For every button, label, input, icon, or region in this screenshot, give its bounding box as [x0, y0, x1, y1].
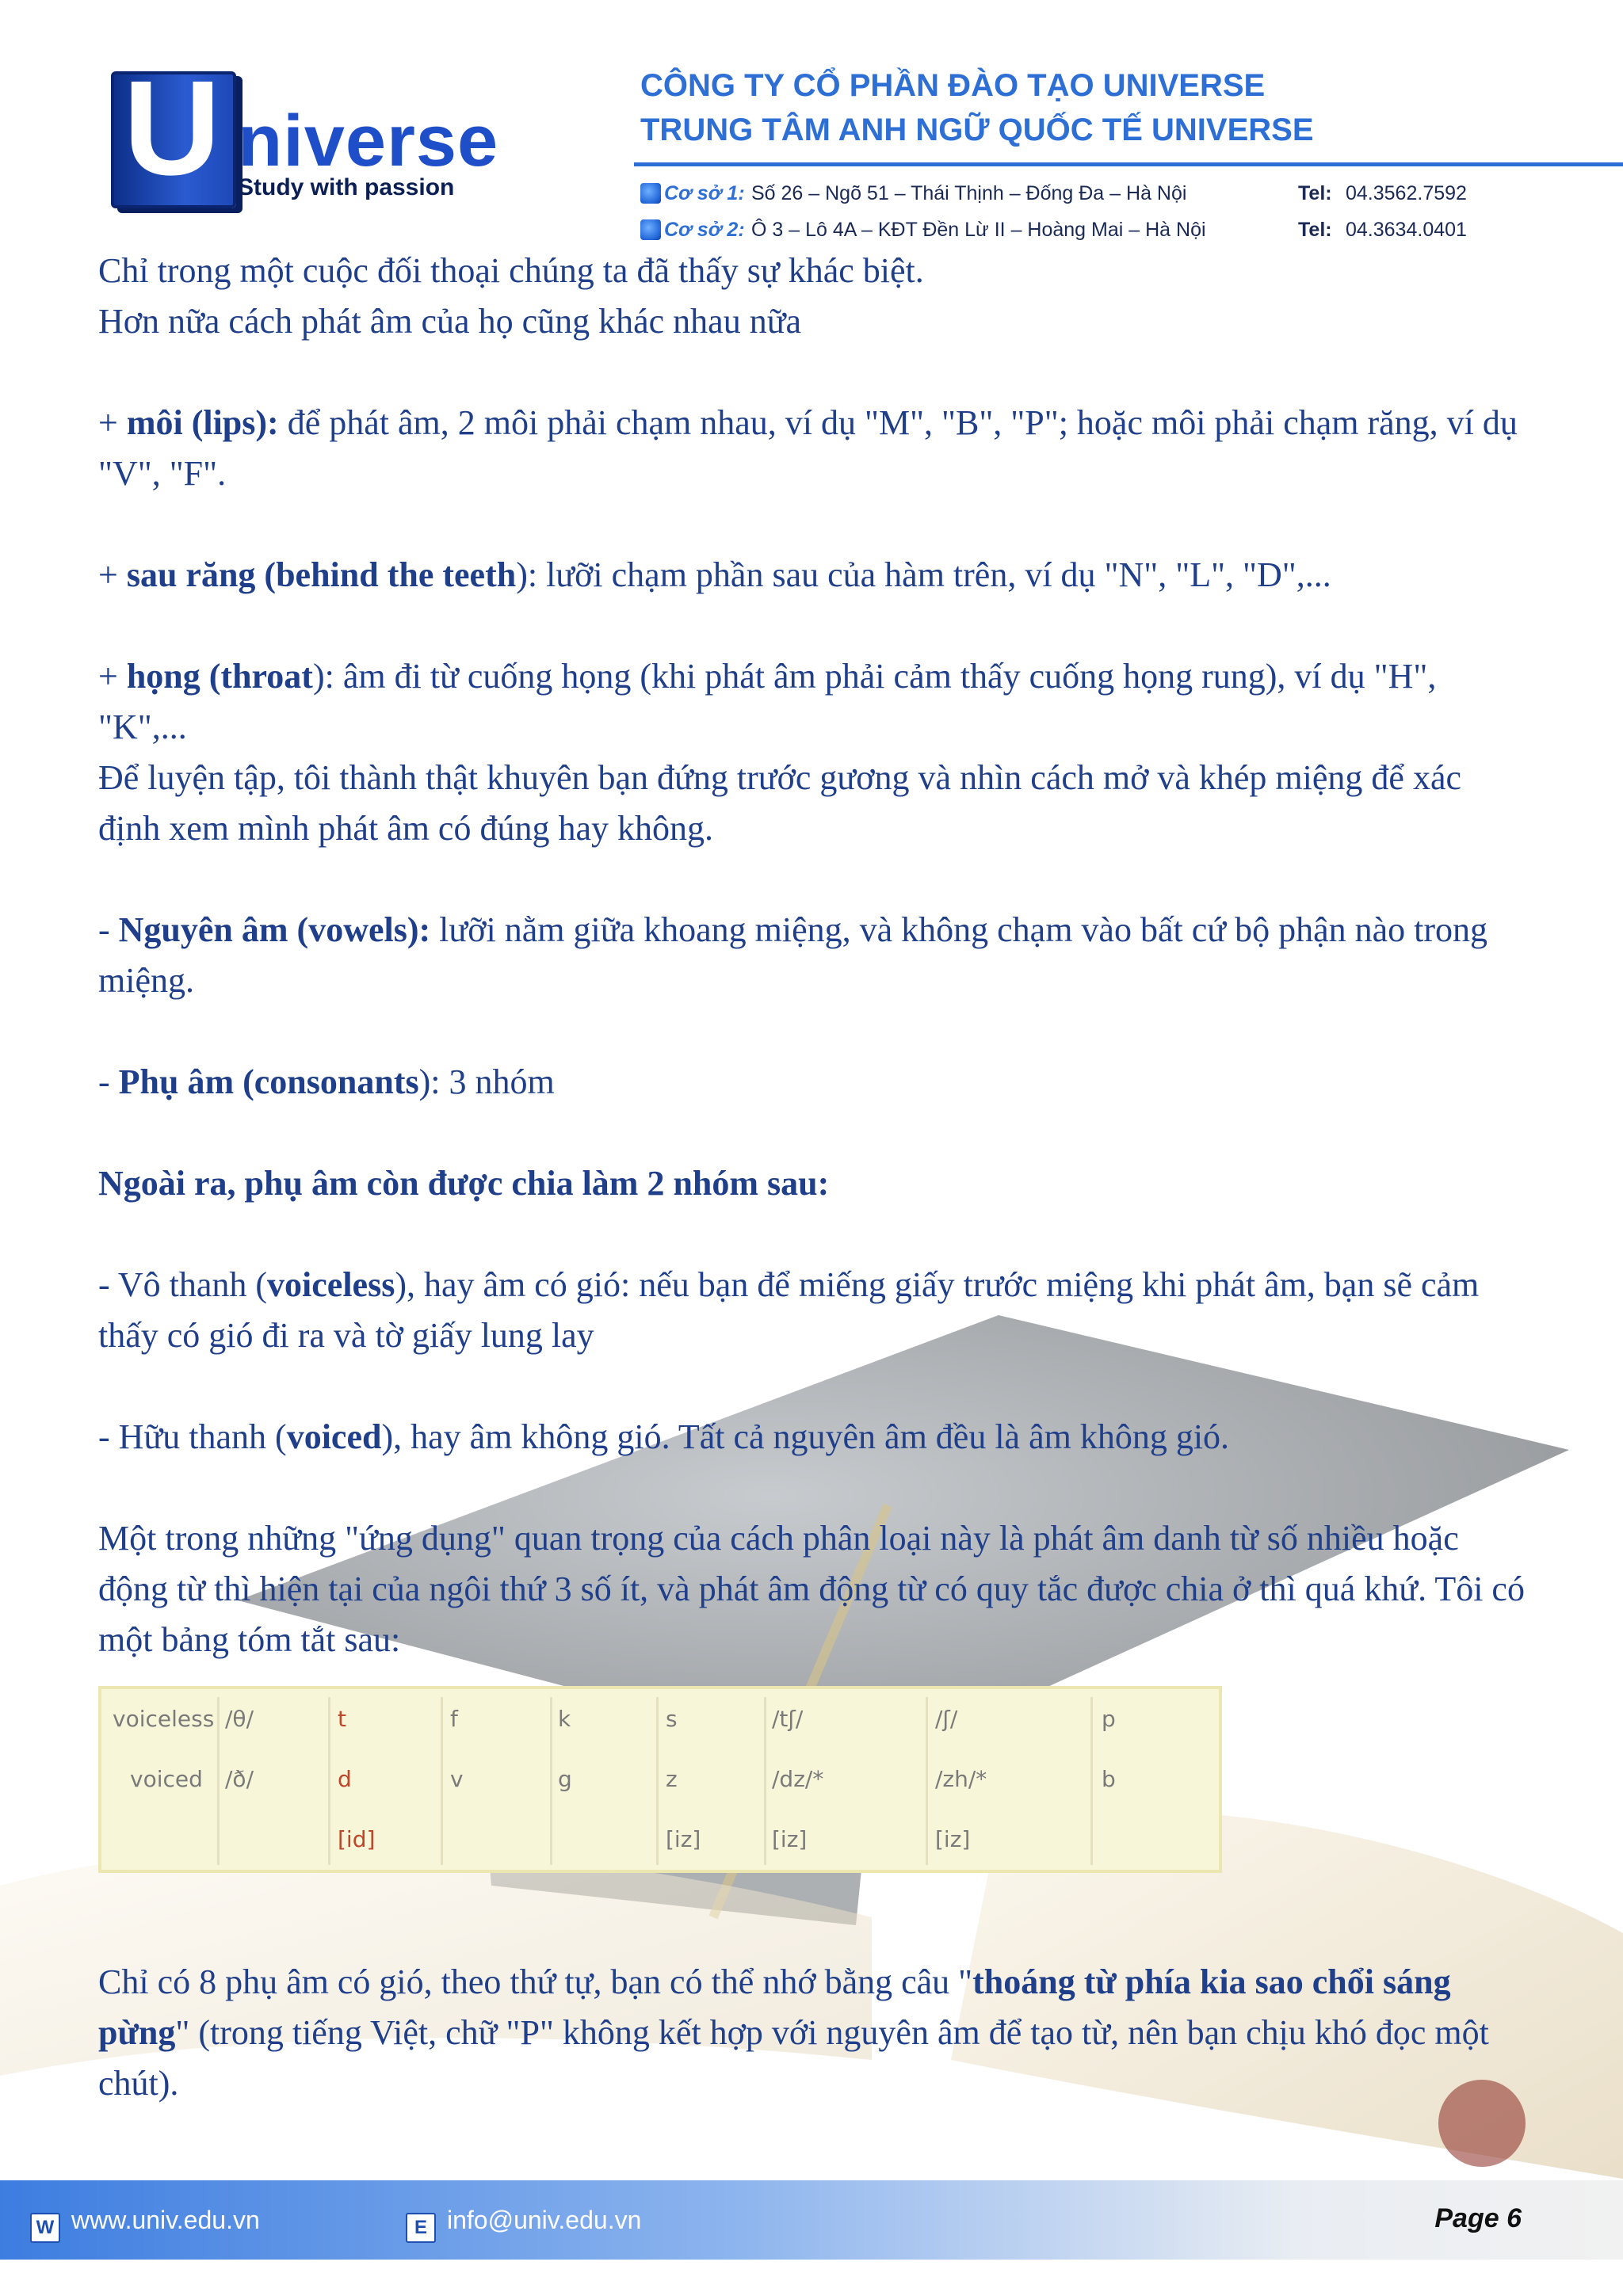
closing-prefix: Chỉ có 8 phụ âm có gió, theo thứ tự, bạn có thể nhớ bằng câu ": [98, 1962, 973, 2001]
footer-website[interactable]: [30, 2203, 260, 2237]
branch-label: Cơ sở 1:: [664, 182, 745, 204]
lips-paragraph: [98, 398, 1525, 499]
consonants-desc: ): 3 nhóm: [418, 1062, 555, 1101]
closing-paragraph: [98, 1957, 1525, 2109]
web-icon: W: [30, 2213, 60, 2243]
branch-tel-label: Tel:: [1298, 219, 1332, 241]
table-cell: g: [558, 1766, 572, 1792]
company-name: CÔNG TY CỔ PHẦN ĐÀO TẠO UNIVERSE: [640, 68, 1266, 103]
table-cell: s: [666, 1706, 678, 1732]
table-cell: f: [450, 1706, 458, 1732]
branch-tel-label: Tel:: [1298, 182, 1332, 204]
phoneme-table: [98, 1686, 1222, 1873]
branch-address: Số 26 – Ngõ 51 – Thái Thịnh – Đống Đa – Hà Nội: [751, 182, 1187, 204]
bullet-prefix: +: [98, 555, 127, 594]
groups-heading: [98, 1158, 1525, 1209]
table-column-divider: [217, 1697, 220, 1865]
table-cell: /zh/*: [935, 1766, 987, 1792]
universe-logo: [111, 53, 499, 206]
header-divider: [634, 162, 1623, 166]
voiceless-term: voiceless: [267, 1265, 395, 1304]
closing-block: [98, 1957, 1525, 2109]
table-cell: b: [1102, 1766, 1116, 1792]
consonants-paragraph: [98, 1057, 1525, 1108]
teeth-term: sau răng (behind the teeth: [126, 555, 517, 594]
table-cell: v: [450, 1766, 464, 1792]
lips-desc: để phát âm, 2 môi phải chạm nhau, ví dụ "M", "B", "P"; hoặc môi phải chạm răng, ví dụ "V", "F".: [98, 403, 1518, 493]
table-cell: /θ/: [225, 1706, 254, 1732]
mnemonic-phrase: thoáng từ phía kia sao chổi sáng pừng: [98, 1962, 1451, 2052]
vowels-paragraph: [98, 905, 1525, 1006]
throat-desc: ): âm đi từ cuống họng (khi phát âm phải cảm thấy cuống họng rung), ví dụ "H", "K",...: [98, 657, 1437, 746]
table-cell: z: [666, 1766, 678, 1792]
teeth-paragraph: [98, 550, 1525, 601]
intro-line-1: Chỉ trong một cuộc đối thoại chúng ta đã thấy sự khác biệt.: [98, 251, 924, 290]
table-cell: d: [338, 1766, 352, 1792]
lips-term: môi (lips):: [126, 403, 279, 442]
branch-tel: 04.3562.7592: [1346, 182, 1467, 204]
table-cell: [iz]: [935, 1826, 971, 1852]
table-column-divider: [926, 1697, 928, 1865]
table-cell: /dz/*: [772, 1766, 824, 1792]
branch-bullet-icon: [640, 183, 661, 204]
branch-2: [640, 214, 1467, 246]
table-cell: k: [558, 1706, 571, 1732]
table-cell: /ʃ/: [935, 1706, 958, 1732]
voiced-term: voiced: [286, 1417, 382, 1456]
vowels-term: Nguyên âm (vowels):: [118, 910, 431, 949]
table-column-divider: [1090, 1697, 1093, 1865]
voiceless-prefix: - Vô thanh (: [98, 1265, 268, 1304]
table-cell: [iz]: [666, 1826, 701, 1852]
table-column-divider: [656, 1697, 659, 1865]
table-column-divider: [550, 1697, 552, 1865]
teeth-desc: ): lưỡi chạm phần sau của hàm trên, ví dụ "N", "L", "D",...: [516, 555, 1331, 594]
footer-email[interactable]: [406, 2203, 641, 2237]
page-footer: [0, 2180, 1623, 2260]
practice-paragraph: Để luyện tập, tôi thành thật khuyên bạn đứng trước gương và nhìn cách mở và khép miệng để xác định xem mình phát âm có đúng hay không.: [98, 758, 1461, 848]
table-cell: /tʃ/: [772, 1706, 804, 1732]
table-column-divider: [441, 1697, 443, 1865]
table-cell: [iz]: [772, 1826, 808, 1852]
bullet-prefix: +: [98, 403, 127, 442]
table-cell: [id]: [338, 1826, 376, 1852]
mail-icon: E: [406, 2213, 436, 2243]
logo-letter: U: [123, 53, 221, 204]
throat-paragraph: [98, 651, 1525, 753]
consonants-term: Phụ âm (consonants: [118, 1062, 419, 1101]
closing-desc: " (trong tiếng Việt, chữ "P" không kết hợp với nguyên âm để tạo từ, nên bạn chịu khó đọc một chút).: [98, 2013, 1489, 2103]
vowels-desc: lưỡi nằm giữa khoang miệng, và không chạm vào bất cứ bộ phận nào trong miệng.: [98, 910, 1488, 1000]
voiceless-paragraph: [98, 1260, 1525, 1361]
throat-term: họng (throat: [126, 657, 313, 696]
voiceless-desc: ), hay âm có gió: nếu bạn để miếng giấy trước miệng khi phát âm, bạn sẽ cảm thấy có gió đi ra và tờ giấy lung lay: [98, 1265, 1480, 1355]
table-cell: t: [338, 1706, 346, 1732]
intro-line-2: Hơn nữa cách phát âm của họ cũng khác nhau nữa: [98, 302, 802, 341]
groups-heading-text: Ngoài ra, phụ âm còn được chia làm 2 nhóm sau:: [98, 1164, 830, 1203]
branch-label: Cơ sở 2:: [664, 219, 745, 241]
voiced-prefix: - Hữu thanh (: [98, 1417, 287, 1456]
document-body: [98, 246, 1525, 1665]
branch-1: [640, 177, 1467, 209]
table-cell: /ð/: [225, 1766, 254, 1792]
voiced-paragraph: [98, 1412, 1525, 1463]
email-link[interactable]: info@univ.edu.vn: [447, 2206, 642, 2234]
branch-address: Ô 3 – Lô 4A – KĐT Đền Lừ II – Hoàng Mai – Hà Nội: [751, 219, 1206, 241]
bullet-prefix: +: [98, 657, 127, 696]
voiced-desc: ), hay âm không gió. Tất cả nguyên âm đều là âm không gió.: [381, 1417, 1230, 1456]
branch-bullet-icon: [640, 219, 661, 240]
page-number: Page 6: [1434, 2203, 1522, 2233]
dash-prefix: -: [98, 1062, 119, 1101]
branch-tel: 04.3634.0401: [1346, 219, 1467, 241]
logo-wordmark: niverse: [238, 101, 499, 181]
dash-prefix: -: [98, 910, 119, 949]
application-paragraph: Một trong những "ứng dụng" quan trọng của cách phân loại này là phát âm danh từ số nhiều hoặc động từ thì hiện tại của ngôi thứ 3 số ít, và phát âm động từ có quy tắc được chia ở thì quá khứ. Tôi có một bảng tóm tắt sau:: [98, 1519, 1525, 1659]
table-column-divider: [328, 1697, 330, 1865]
table-column-divider: [764, 1697, 766, 1865]
table-cell: voiced: [130, 1766, 203, 1792]
bottom-margin: [0, 2260, 1623, 2296]
center-name: TRUNG TÂM ANH NGỮ QUỐC TẾ UNIVERSE: [640, 113, 1314, 147]
table-cell: p: [1102, 1706, 1116, 1732]
table-cell: voiceless: [113, 1706, 215, 1732]
website-link[interactable]: www.univ.edu.vn: [71, 2206, 260, 2234]
logo-tagline: Study with passion: [238, 174, 455, 200]
